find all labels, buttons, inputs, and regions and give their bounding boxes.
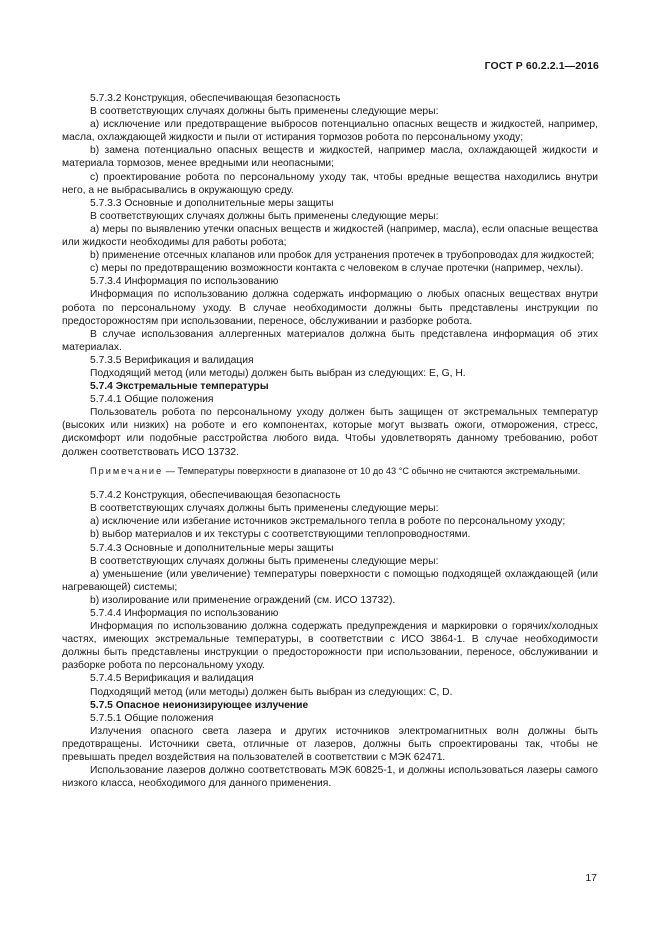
section-heading: 5.7.4.4 Информация по использованию — [90, 607, 279, 619]
note-dash: — — [165, 465, 175, 476]
list-item: a) меры по выявлению утечки опасных веществ и жидкостей (например, масла), если опасные вещества или жидкости необходимы для работы робота; — [62, 223, 598, 249]
section-heading: 5.7.4.2 Конструкция, обеспечивающая безопасность — [90, 490, 341, 502]
note-label: Примечание — [90, 465, 164, 476]
paragraph: В соответствующих случаях должны быть применены следующие меры: — [90, 503, 439, 515]
section-heading: 5.7.3.3 Основные и дополнительные меры защиты — [90, 197, 334, 209]
section-heading: 5.7.4.5 Верификация и валидация — [90, 673, 254, 685]
list-item: b) замена потенциально опасных веществ и жидкостей, например масла, охлаждающей жидкости и материала тормозов, менее вредными или неопасными; — [62, 145, 598, 170]
paragraph: Излучения опасного света лазера и других источников электромагнитных волн должны быть предотвращены. Источники света, отличные от лазеров, должны быть спроектированы так, чтобы не превышать предел воздействия на пользователей в соответствии с МЭК 62471. — [62, 725, 598, 763]
section-heading-bold: 5.7.4 Экстремальные температуры — [90, 381, 269, 393]
section-heading: 5.7.3.2 Конструкция, обеспечивающая безопасность — [90, 93, 341, 104]
document-header: ГОСТ Р 60.2.2.1—2016 — [484, 60, 599, 72]
paragraph: Использование лазеров должно соответствовать МЭК 60825-1, и должны использоваться лазеры самого низкого класса, необходимого для данного применения. — [62, 765, 598, 790]
paragraph: В соответствующих случаях должны быть применены следующие меры: — [90, 210, 439, 222]
page-number: 17 — [585, 872, 597, 884]
paragraph: Информация по использованию должна содержать информацию о любых опасных веществах внутри робота по персональному уходу. В случае необходимости должны быть представлены инструкции по предосторожностям при использовании, переносе, обслуживании и разборке робота. — [62, 289, 598, 327]
list-item: a) уменьшение (или увеличение) температуры поверхности с помощью подходящей охлаждающей (или нагревающей) системы; — [62, 568, 598, 593]
section-heading-bold: 5.7.5 Опасное неионизирующее излучение — [90, 699, 309, 711]
section-heading: 5.7.5.1 Общие положения — [90, 712, 214, 724]
section-heading: 5.7.3.4 Информация по использованию — [90, 276, 279, 288]
document-body — [62, 92, 598, 790]
list-item: c) проектирование робота по персональному уходу так, чтобы вредные вещества находились внутри него, а не выбрасывались в окружающую среду. — [62, 171, 598, 196]
list-item: b) применение отсечных клапанов или пробок для устранения протечек в трубопроводах для жидкостей; — [90, 250, 595, 262]
list-item: a) исключение или предотвращение выбросов потенциально опасных веществ и жидкостей, например, масла, охлаждающей жидкости и пыли от истирания тормозов робота по персональному уходу; — [62, 119, 598, 144]
note — [62, 466, 598, 478]
list-item: b) выбор материалов и их текстуры с соответствующими теплопроводностями. — [90, 529, 471, 541]
section-heading: 5.7.3.5 Верификация и валидация — [90, 354, 254, 366]
note-text: Температуры поверхности в диапазоне от 10 до 43 °C обычно не считаются экстремальными. — [177, 465, 581, 476]
section-heading: 5.7.4.1 Общие положения — [90, 394, 214, 406]
paragraph: Пользователь робота по персональному уходу должен быть защищен от экстремальных температур (высоких или низких) на роботе и его компонентах, которые могут вызвать ожоги, отморожения, стресс, дискомфорт или подобные расстройства любого вида. Чтобы удовлетворять данному требованию, робот должен соответствовать ИСО 13732. — [62, 407, 598, 458]
paragraph: В соответствующих случаях должны быть применены следующие меры: — [90, 555, 439, 567]
paragraph: В соответствующих случаях должны быть применены следующие меры: — [90, 106, 439, 118]
list-item: b) изолирование или применение ограждений (см. ИСО 13732). — [90, 594, 396, 606]
list-item: a) исключение или избегание источников экстремального тепла в роботе по персональному уходу; — [90, 516, 566, 528]
paragraph: В случае использования аллергенных материалов должна быть представлена информация об этих материалах. — [62, 328, 598, 353]
paragraph: Информация по использованию должна содержать предупреждения и маркировки о горячих/холодных частях, имеющих экстремальные температуры, в соответствии с ИСО 3864-1. В случае необходимости должны быть представлены инструкции о предосторожности при использовании, переносе, обслуживании и разборке робота по персональному уходу. — [62, 621, 598, 672]
paragraph: Подходящий метод (или методы) должен быть выбран из следующих: C, D. — [90, 686, 453, 698]
list-item: c) меры по предотвращению возможности контакта с человеком в случае протечки (например, чехлы). — [90, 263, 584, 275]
section-heading: 5.7.4.3 Основные и дополнительные меры защиты — [90, 542, 334, 554]
paragraph: Подходящий метод (или методы) должен быть выбран из следующих: E, G, H. — [90, 367, 466, 379]
